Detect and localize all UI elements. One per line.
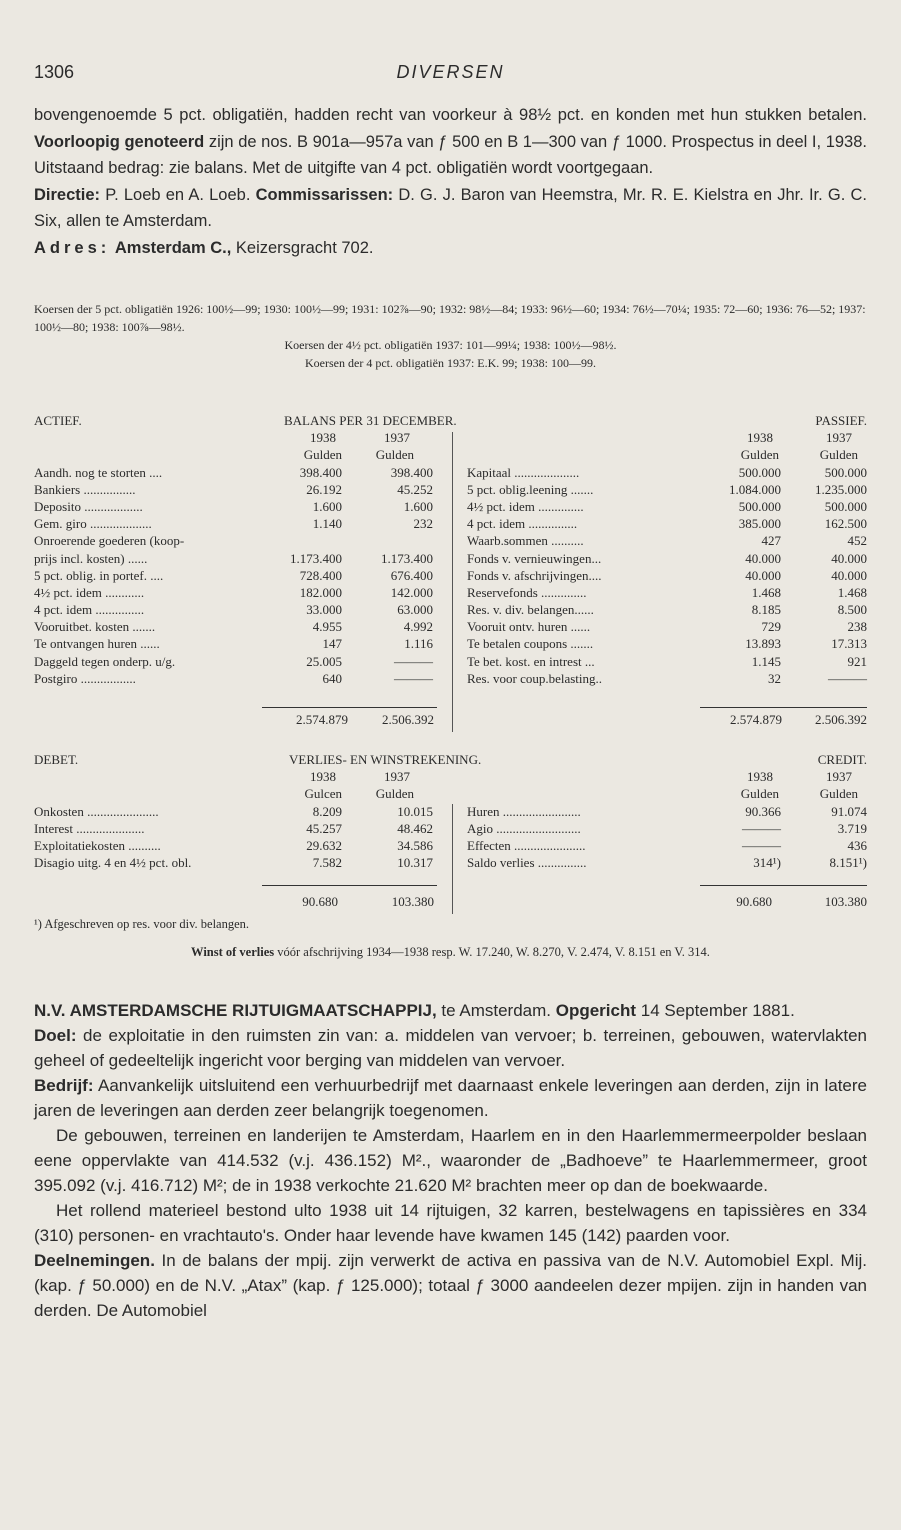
actief-title: ACTIEF. xyxy=(34,413,82,428)
materieel-paragraph: Het rollend materieel bestond ulto 1938 uit 14 rijtuigen, 32 karren, bestelwagens en tapissières en 334 (310) personen- en vrachtauto's. Onder haar levende have kwamen 145 (142) paarden voor. xyxy=(34,1201,867,1245)
row-label: 4 pct. idem ............... xyxy=(34,602,145,618)
value-1937-right: 17.313 xyxy=(831,636,867,652)
gebouwen-paragraph: De gebouwen, terreinen en landerijen te Amsterdam, Haarlem en in den Haarlemmermeerpolder beslaan eene oppervlakte van 414.532 (v.j. 436.152) M²., waaronder de „Badhoeve” te Haarlemmermeer, groot 395.092 (v.j. 416.712) M²; de in 1938 verkochte 21.620 M² brachten meer op dan de boekwaarde. xyxy=(34,1126,867,1195)
winst-year-1937-right: 1937 xyxy=(826,769,852,785)
total-actief-1938: 2.574.879 xyxy=(296,712,348,727)
value-1938-right: ——— xyxy=(742,837,781,853)
bedrijf-text: Aanvankelijk uitsluitend een verhuurbedrijf met daarnaast enkele leveringen aan derden, zijn in latere jaren de leveringen aan derden zeer belangrijk toegenomen. xyxy=(34,1076,867,1120)
unit-right-2: Gulden xyxy=(819,447,858,463)
row-label-right: 5 pct. oblig.leening ....... xyxy=(467,481,594,497)
intro-paragraph xyxy=(34,102,867,182)
value-1937-right: 436 xyxy=(847,837,867,853)
row-label: Postgiro ................. xyxy=(34,670,136,686)
value-1937: 232 xyxy=(413,516,433,532)
table-row xyxy=(34,653,867,670)
koersen-block xyxy=(34,300,867,372)
winst-unit-row xyxy=(34,785,867,802)
table-row xyxy=(34,635,867,652)
bedrijf-paragraph xyxy=(34,1073,867,1123)
value-1937: 10.317 xyxy=(397,855,433,871)
value-1937-right: 3.719 xyxy=(837,820,867,836)
total-debet-1937: 103.380 xyxy=(391,894,434,909)
intro-text-c: zijn de nos. B 901a—957a van ƒ 500 en B 1—300 van ƒ 1000. Prospectus in deel I, 1938. Uitstaand bedrag: zie balans. Met de uitgifte van 4 pct. obligatiën wordt voortgegaan. xyxy=(34,132,867,177)
winst-title: VERLIES- EN WINSTREKENING. xyxy=(289,752,482,767)
value-1937: 45.252 xyxy=(397,481,433,497)
row-label-right: Te bet. kost. en intrest ... xyxy=(467,653,595,669)
row-label: prijs incl. kosten) ...... xyxy=(34,550,148,566)
row-label: Onroerende goederen (koop- xyxy=(34,533,185,549)
value-1937-right: 91.074 xyxy=(831,803,867,819)
value-1938-right: 1.145 xyxy=(751,653,781,669)
doel-text: de exploitatie in den ruimsten zin van: a. middelen van vervoer; b. terreinen, gebouwen, watervlakten geheel of gedeeltelijk ingericht voor berging van middelen van vervoer. xyxy=(34,1026,867,1070)
value-1938: 7.582 xyxy=(312,855,342,871)
value-1937-right: 1.235.000 xyxy=(815,481,867,497)
deelnemingen-label: Deelnemingen. xyxy=(34,1251,155,1270)
value-1937: ——— xyxy=(394,670,433,686)
adres-text: Keizersgracht 702. xyxy=(231,238,374,257)
value-1937-right: 238 xyxy=(847,619,867,635)
row-label: Disagio uitg. 4 en 4½ pct. obl. xyxy=(34,855,192,871)
table-row xyxy=(34,515,867,532)
row-label-right: Kapitaal .................... xyxy=(467,464,580,480)
credit-title: CREDIT. xyxy=(817,752,867,767)
table-row xyxy=(34,481,867,498)
year-1938-right: 1938 xyxy=(747,430,773,446)
value-1937: 1.116 xyxy=(404,636,433,652)
page-number: 1306 xyxy=(34,62,75,82)
commissarissen-label: Commissarissen: xyxy=(255,185,394,204)
unit-left-2: Gulden xyxy=(375,447,414,463)
value-1937: 4.992 xyxy=(403,619,433,635)
winst-verlies-text: vóór afschrijving 1934—1938 resp. W. 17.240, W. 8.270, V. 2.474, V. 8.151 en V. 314. xyxy=(274,945,710,959)
balans-totals xyxy=(34,711,867,728)
value-1937: 398.400 xyxy=(390,464,433,480)
value-1937-right: 40.000 xyxy=(831,550,867,566)
row-label-right: 4 pct. idem ............... xyxy=(467,516,578,532)
year-1938: 1938 xyxy=(310,430,336,446)
value-1937: 1.173.400 xyxy=(381,550,433,566)
total-passief-1938: 2.574.879 xyxy=(730,712,782,727)
row-label-right: Fonds v. vernieuwingen... xyxy=(467,550,602,566)
row-label: Te ontvangen huren ...... xyxy=(34,636,160,652)
value-1938-right: 500.000 xyxy=(738,464,781,480)
value-1938: 8.209 xyxy=(312,803,342,819)
row-label: Exploitatiekosten .......... xyxy=(34,837,161,853)
table-row xyxy=(34,601,867,618)
value-1938: 29.632 xyxy=(306,837,342,853)
value-1938: 45.257 xyxy=(306,820,342,836)
value-1938-right: 32 xyxy=(768,670,781,686)
balans-rows xyxy=(34,464,867,687)
value-1937: 676.400 xyxy=(390,567,433,583)
value-1937: 1.600 xyxy=(403,498,433,514)
section-title: DIVERSEN xyxy=(396,62,505,82)
table-row xyxy=(34,820,867,837)
table-row xyxy=(34,550,867,567)
company-name: N.V. AMSTERDAMSCHE RIJTUIGMAATSCHAPPIJ, xyxy=(34,1001,437,1020)
passief-title: PASSIEF. xyxy=(815,413,867,428)
deelnemingen-paragraph xyxy=(34,1248,867,1323)
debet-title: DEBET. xyxy=(34,752,79,767)
row-label-right: Res. v. div. belangen...... xyxy=(467,602,594,618)
value-1938-right: 8.185 xyxy=(751,602,781,618)
value-1938: 33.000 xyxy=(306,602,342,618)
doel-paragraph xyxy=(34,1023,867,1073)
value-1938-right: 40.000 xyxy=(745,550,781,566)
row-label: 5 pct. oblig. in portef. .... xyxy=(34,567,164,583)
row-label-right: Huren ........................ xyxy=(467,803,581,819)
value-1938: 25.005 xyxy=(306,653,342,669)
table-row xyxy=(34,567,867,584)
directie-text: P. Loeb en A. Loeb. xyxy=(100,185,256,204)
opgericht-text: 14 September 1881. xyxy=(636,1001,795,1020)
winst-year-1938-right: 1938 xyxy=(747,769,773,785)
value-1937-right: 8.151¹) xyxy=(829,855,867,871)
value-1938-right: 500.000 xyxy=(738,498,781,514)
intro-text xyxy=(34,102,867,261)
winst-sum-rule-right xyxy=(700,885,867,886)
doel-label: Doel: xyxy=(34,1026,77,1045)
balans-table xyxy=(34,412,867,687)
total-debet-1938: 90.680 xyxy=(302,894,338,909)
winst-year-1937: 1937 xyxy=(384,769,410,785)
winst-total-row xyxy=(34,893,867,910)
row-label-right: Effecten ...................... xyxy=(467,837,586,853)
balans-divider xyxy=(452,432,453,732)
company-place: te Amsterdam. xyxy=(436,1001,556,1020)
value-1938: 1.600 xyxy=(312,498,342,514)
winst-rows xyxy=(34,803,867,872)
balans-title: BALANS PER 31 DECEMBER. xyxy=(284,413,457,428)
table-row xyxy=(34,854,867,871)
row-label-right: Vooruit ontv. huren ...... xyxy=(467,619,591,635)
page-header xyxy=(34,62,867,86)
unit-right-1: Gulden xyxy=(740,447,779,463)
adres-label: Adres: xyxy=(34,238,111,257)
table-row xyxy=(34,670,867,687)
koersen-line-2: Koersen der 4½ pct. obligatiën 1937: 101—99¼; 1938: 100½—98½. xyxy=(284,338,617,352)
value-1937-right: 8.500 xyxy=(837,602,867,618)
value-1937-right: 452 xyxy=(847,533,867,549)
value-1937: 63.000 xyxy=(397,602,433,618)
winst-totals xyxy=(34,893,867,910)
row-label: Deposito .................. xyxy=(34,498,143,514)
row-label-right: Reservefonds .............. xyxy=(467,584,587,600)
winst-verlies-line xyxy=(34,945,867,960)
row-label-right: Fonds v. afschrijvingen.... xyxy=(467,567,602,583)
row-label: Vooruitbet. kosten ....... xyxy=(34,619,156,635)
value-1938: 1.173.400 xyxy=(290,550,342,566)
koersen-line-1: Koersen der 5 pct. obligatiën 1926: 100½—99; 1930: 100½—99; 1931: 102⅞—90; 1932: 98½—84; 1933: 96½—60; 1934: 76½—70¼; 1935: 72—60; 1936: 76—52; 1937: 100½—80; 1938: 100⅞—98½. xyxy=(34,302,866,334)
balans-total-row xyxy=(34,711,867,728)
winst-table xyxy=(34,751,867,871)
value-1938-right: ——— xyxy=(742,820,781,836)
value-1938: 182.000 xyxy=(299,584,342,600)
value-1937: 142.000 xyxy=(390,584,433,600)
balans-year-row xyxy=(34,429,867,446)
value-1938-right: 90.366 xyxy=(745,803,781,819)
total-credit-1937: 103.380 xyxy=(824,894,867,909)
value-1938-right: 427 xyxy=(761,533,781,549)
balans-sum-rule-right xyxy=(700,707,867,708)
year-1937-right: 1937 xyxy=(826,430,852,446)
table-row xyxy=(34,803,867,820)
value-1937-right: 921 xyxy=(847,653,867,669)
table-row xyxy=(34,584,867,601)
value-1937-right: 500.000 xyxy=(824,498,867,514)
unit-left-1: Gulden xyxy=(303,447,342,463)
value-1938-right: 729 xyxy=(761,619,781,635)
row-label-right: Agio .......................... xyxy=(467,820,581,836)
value-1937: 48.462 xyxy=(397,820,433,836)
company-section xyxy=(34,998,867,1323)
table-row xyxy=(34,532,867,549)
value-1938-right: 13.893 xyxy=(745,636,781,652)
winst-title-row xyxy=(34,751,867,768)
row-label-right: Waarb.sommen .......... xyxy=(467,533,584,549)
winst-sum-rule-left xyxy=(262,885,437,886)
balans-title-row xyxy=(34,412,867,429)
year-1937: 1937 xyxy=(384,430,410,446)
value-1938: 1.140 xyxy=(312,516,342,532)
value-1938: 728.400 xyxy=(299,567,342,583)
koersen-line-3: Koersen der 4 pct. obligatiën 1937: E.K. 99; 1938: 100—99. xyxy=(305,356,596,370)
winst-unit-right-1: Gulden xyxy=(740,786,779,802)
value-1937-right: 162.500 xyxy=(824,516,867,532)
intro-text-a: bovengenoemde 5 pct. obligatiën, hadden recht van voorkeur à 98½ pct. en konden met hun stukken betalen. xyxy=(34,106,867,124)
value-1938-right: 385.000 xyxy=(738,516,781,532)
row-label: Interest ..................... xyxy=(34,820,145,836)
company-heading xyxy=(34,998,867,1023)
value-1938: 147 xyxy=(322,636,342,652)
value-1938: 398.400 xyxy=(299,464,342,480)
winst-unit-left-2: Gulden xyxy=(375,786,414,802)
value-1938-right: 1.084.000 xyxy=(729,481,781,497)
value-1937: 10.015 xyxy=(397,803,433,819)
row-label-right: Saldo verlies ............... xyxy=(467,855,587,871)
row-label-right: Res. voor coup.belasting.. xyxy=(467,670,603,686)
value-1938: 640 xyxy=(322,670,342,686)
value-1937-right: 1.468 xyxy=(837,584,867,600)
total-actief-1937: 2.506.392 xyxy=(382,712,434,727)
row-label: Onkosten ...................... xyxy=(34,803,159,819)
directie-paragraph xyxy=(34,182,867,235)
table-row xyxy=(34,618,867,635)
deelnemingen-text: In de balans der mpij. zijn verwerkt de activa en passiva van de N.V. Automobiel Expl. Mij. (kap. ƒ 50.000) en de N.V. „Atax” (kap. ƒ 125.000); totaal ƒ 3000 aandeelen dezer mpijen. zijn in handen van derden. De Automobiel xyxy=(34,1251,867,1320)
row-label-right: Te betalen coupons ....... xyxy=(467,636,594,652)
row-label: Daggeld tegen onderp. u/g. xyxy=(34,653,176,669)
row-label-right: 4½ pct. idem .............. xyxy=(467,498,584,514)
table-row xyxy=(34,837,867,854)
total-passief-1937: 2.506.392 xyxy=(815,712,867,727)
value-1937-right: 500.000 xyxy=(824,464,867,480)
winst-unit-left-1: Gulcen xyxy=(304,786,342,802)
row-label: Aandh. nog te storten .... xyxy=(34,464,163,480)
row-label: Gem. giro ................... xyxy=(34,516,152,532)
adres-paragraph xyxy=(34,235,867,262)
total-credit-1938: 90.680 xyxy=(736,894,772,909)
bedrijf-label: Bedrijf: xyxy=(34,1076,94,1095)
directie-label: Directie: xyxy=(34,185,101,204)
footnote: ¹) Afgeschreven op res. voor div. belangen. xyxy=(34,917,250,931)
value-1938-right: 1.468 xyxy=(751,584,781,600)
voorloopig-label: Voorloopig genoteerd xyxy=(34,132,205,151)
value-1937: ——— xyxy=(394,653,433,669)
value-1938: 26.192 xyxy=(306,481,342,497)
table-row xyxy=(34,464,867,481)
balans-unit-row xyxy=(34,446,867,463)
value-1937-right: ——— xyxy=(828,670,867,686)
winst-unit-right-2: Gulden xyxy=(819,786,858,802)
winst-verlies-label: Winst of verlies xyxy=(191,945,275,959)
value-1938: 4.955 xyxy=(312,619,342,635)
adres-city: Amsterdam C., xyxy=(114,238,232,257)
balans-sum-rule-left xyxy=(262,707,437,708)
value-1937: 34.586 xyxy=(397,837,433,853)
value-1938-right: 314¹) xyxy=(753,855,781,871)
opgericht-label: Opgericht xyxy=(555,1001,637,1020)
commissarissen-text: D. G. J. Baron van Heemstra, Mr. R. E. Kielstra en Jhr. Ir. G. C. Six, allen te Amsterdam. xyxy=(34,185,867,230)
winst-year-row xyxy=(34,768,867,785)
row-label: 4½ pct. idem ............ xyxy=(34,584,145,600)
winst-year-1938: 1938 xyxy=(310,769,336,785)
row-label: Bankiers ................ xyxy=(34,481,136,497)
table-row xyxy=(34,498,867,515)
value-1938-right: 40.000 xyxy=(745,567,781,583)
value-1937-right: 40.000 xyxy=(831,567,867,583)
